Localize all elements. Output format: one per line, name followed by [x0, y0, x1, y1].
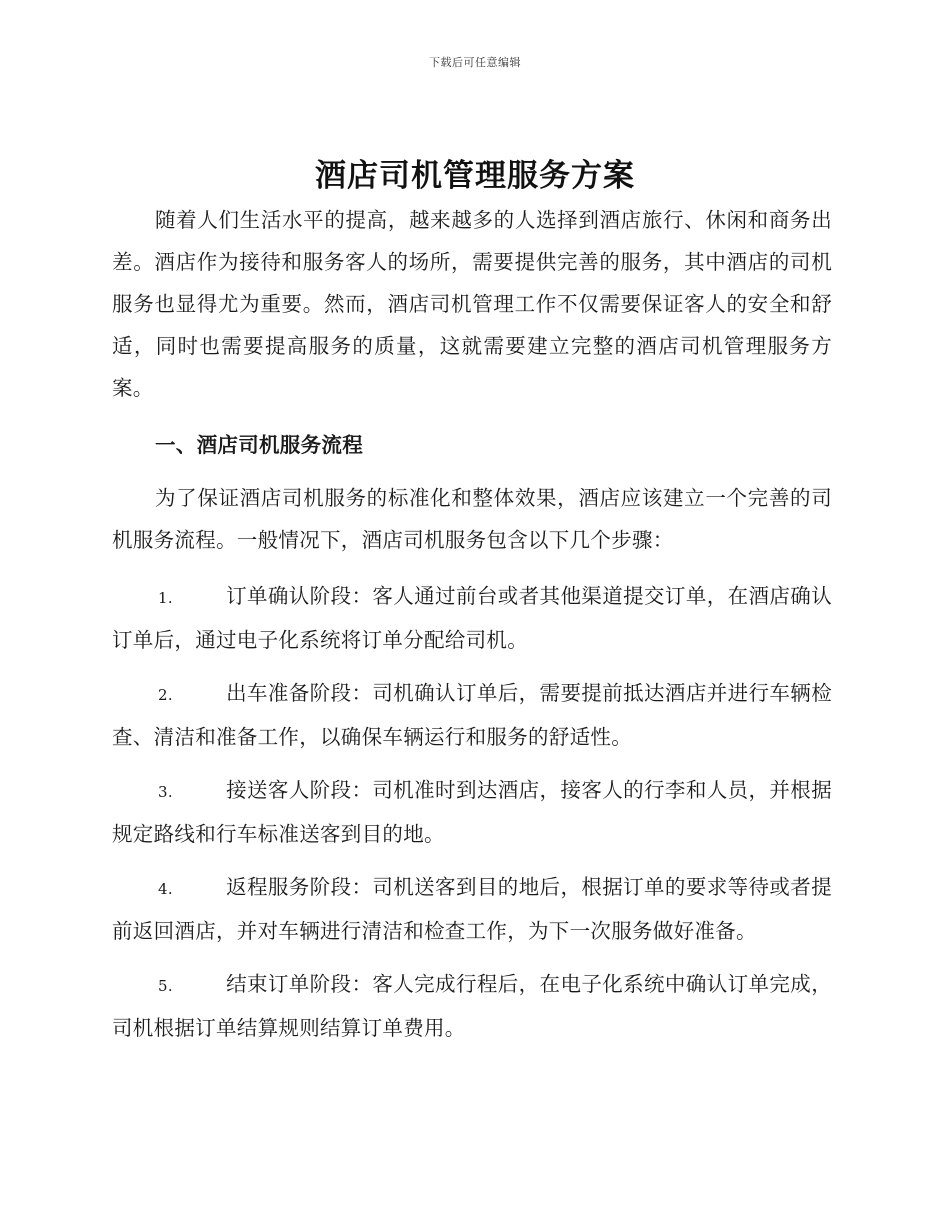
list-item-step-2 [112, 672, 832, 758]
section-paragraph: 为了保证酒店司机服务的标准化和整体效果，酒店应该建立一个完善的司机服务流程。一般情况下，酒店司机服务包含以下几个步骤： [112, 486, 832, 552]
list-item-step-4 [112, 866, 832, 952]
document-title: 酒店司机管理服务方案 [315, 158, 635, 194]
intro-paragraph: 随着人们生活水平的提高，越来越多的人选择到酒店旅行、休闲和商务出差。酒店作为接待和服务客人的场所，需要提供完善的服务，其中酒店的司机服务也显得尤为重要。然而，酒店司机管理工作不仅需要保证客人的安全和舒适，同时也需要提高服务的质量，这就需要建立完整的酒店司机管理服务方案。 [112, 208, 832, 400]
list-item-step-3 [112, 769, 832, 855]
header-note: 下载后可任意编辑 [429, 56, 521, 69]
list-item-text: 返程服务阶段：司机送客到目的地后，根据订单的要求等待或者提前返回酒店，并对车辆进行清洁和检查工作，为下一次服务做好准备。 [112, 875, 832, 943]
list-item-text: 结束订单阶段：客人完成行程后，在电子化系统中确认订单完成，司机根据订单结算规则结算订单费用。 [112, 972, 832, 1040]
section-heading: 一、酒店司机服务流程 [155, 433, 363, 457]
list-item-number: 1. [158, 589, 173, 607]
list-item-step-1 [112, 575, 832, 661]
list-item-number: 2. [158, 686, 173, 704]
list-item-step-5 [112, 963, 832, 1049]
list-item-text: 接送客人阶段：司机准时到达酒店，接客人的行李和人员，并根据规定路线和行车标准送客到目的地。 [112, 778, 832, 846]
list-item-number: 3. [158, 783, 173, 801]
list-item-number: 4. [158, 880, 173, 898]
list-item-text: 订单确认阶段：客人通过前台或者其他渠道提交订单，在酒店确认订单后，通过电子化系统将订单分配给司机。 [112, 584, 832, 652]
list-item-number: 5. [158, 977, 173, 995]
list-item-text: 出车准备阶段：司机确认订单后，需要提前抵达酒店并进行车辆检查、清洁和准备工作，以确保车辆运行和服务的舒适性。 [112, 681, 832, 749]
